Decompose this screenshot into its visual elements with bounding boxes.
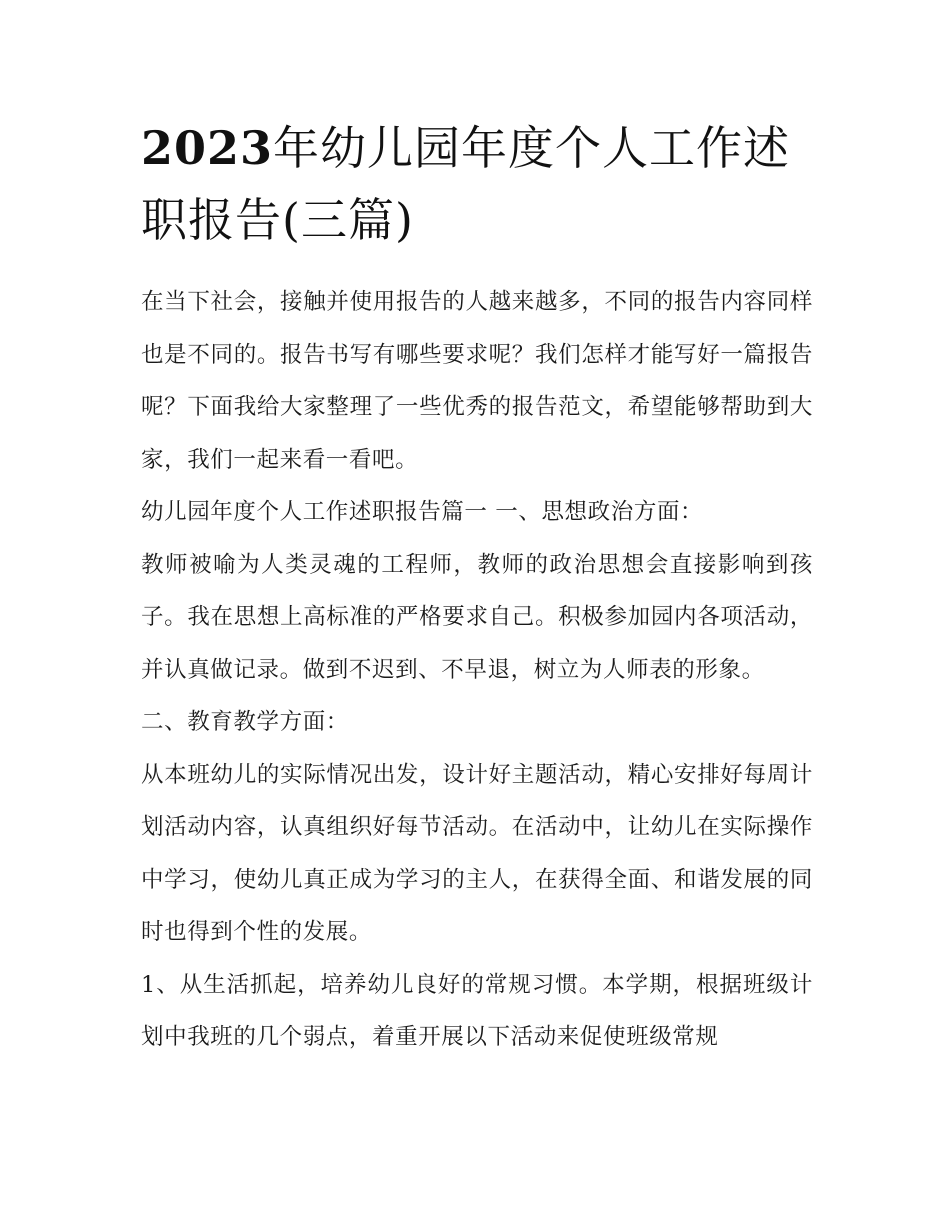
teaching-paragraph: 从本班幼儿的实际情况出发，设计好主题活动，精心安排好每周计划活动内容，认真组织好每节活动。在活动中，让幼儿在实际操作中学习，使幼儿真正成为学习的主人，在获得全面、和谐发展的同时也得到个性的发展。 xyxy=(141,761,813,945)
politics-paragraph: 教师被喻为人类灵魂的工程师，教师的政治思想会直接影响到孩子。我在思想上高标准的严格要求自己。积极参加园内各项活动，并认真做记录。做到不迟到、不早退，树立为人师表的形象。 xyxy=(141,551,813,683)
habits-paragraph: 1、从生活抓起，培养幼儿良好的常规习惯。本学期，根据班级计划中我班的几个弱点，着重开展以下活动来促使班级常规 xyxy=(141,971,813,1050)
section-heading-politics: 幼儿园年度个人工作述职报告篇一 一、思想政治方面： xyxy=(141,499,704,525)
document-body xyxy=(141,112,813,1064)
intro-paragraph: 在当下社会，接触并使用报告的人越来越多，不同的报告内容同样也是不同的。报告书写有哪些要求呢？我们怎样才能写好一篇报告呢？下面我给大家整理了一些优秀的报告范文，希望能够帮助到大家，我们一起来看一看吧。 xyxy=(141,289,813,473)
section-heading-teaching: 二、教育教学方面： xyxy=(141,709,349,735)
document-title xyxy=(141,112,813,256)
title-text: 年幼儿园年度个人工作述职报告(三篇) xyxy=(141,121,791,247)
title-year: 2023 xyxy=(141,121,274,175)
